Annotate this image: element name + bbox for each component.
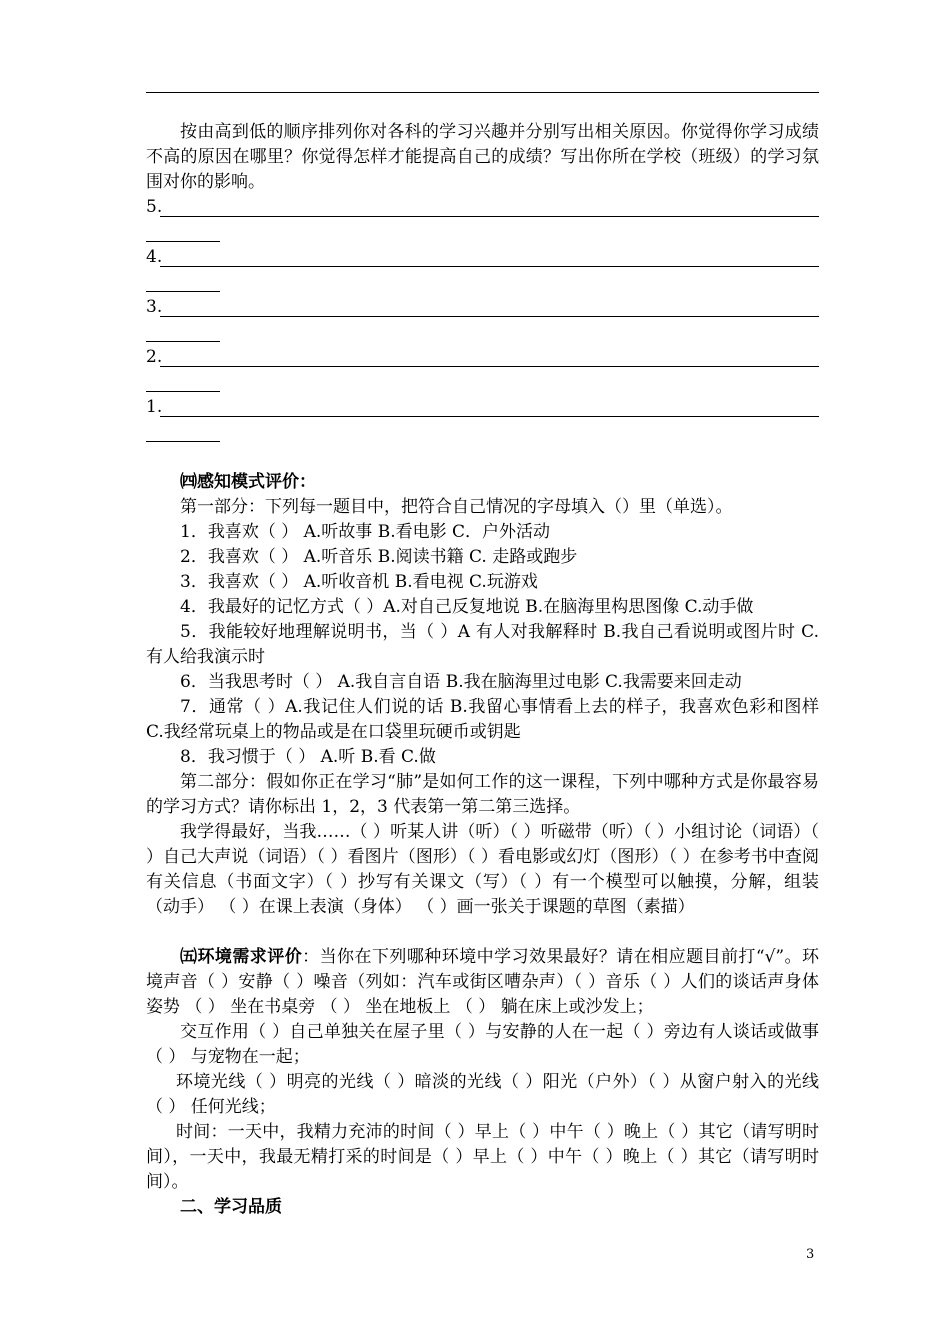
question-item: 6．当我思考时（ ） A.我自言自语 B.我在脑海里过电影 C.我需要来回走动 xyxy=(180,672,742,692)
answer-line-short xyxy=(146,241,220,242)
answer-blank-3[interactable] xyxy=(146,295,819,345)
spacer xyxy=(146,920,819,945)
answer-line xyxy=(160,216,819,217)
page-number: 3 xyxy=(806,1247,815,1262)
spacer xyxy=(146,445,819,470)
content xyxy=(146,120,819,1220)
top-rule xyxy=(146,92,819,93)
section5-heading: ㈤环境需求评价 xyxy=(180,947,303,967)
answer-blank-5[interactable] xyxy=(146,195,819,245)
question-item: 3．我喜欢（ ） A.听收音机 B.看电视 C.玩游戏 xyxy=(180,572,538,592)
question-item: 8．我习惯于（ ） A.听 B.看 C.做 xyxy=(180,747,436,767)
intro-paragraph: 按由高到低的顺序排列你对各科的学习兴趣并分别写出相关原因。你觉得你学习成绩不高的原因在哪里？你觉得怎样才能提高自己的成绩？写出你所在学校（班级）的学习氛围对你的影响。 xyxy=(146,122,819,192)
blank-number: 5. xyxy=(146,197,163,217)
answer-line xyxy=(160,366,819,367)
section5-paragraph xyxy=(146,945,819,1020)
blank-number: 4. xyxy=(146,247,163,267)
section4-part2-list: 我学得最好，当我……（ ）听某人讲（听）（ ）听磁带（听）（ ）小组讨论（词语）（ ）自己大声说（词语）（ ）看图片（图形）（ ）看电影或幻灯（图形）（ ）在参考书中查阅有关信息（书面文字）（ ）抄写有关课文（写）（ ）有一个模型可以触摸，分解，组装（动手） （ ）在课上表演（身体） （ ）画一张关于课题的草图（素描） xyxy=(146,822,819,917)
answer-blank-2[interactable] xyxy=(146,345,819,395)
section5-light: 环境光线（ ）明亮的光线（ ）暗淡的光线（ ）阳光（户外）（ ）从窗户射入的光线 （ ） 任何光线； xyxy=(146,1072,819,1117)
blank-number: 2. xyxy=(146,347,163,367)
answer-line-short xyxy=(146,391,220,392)
answer-line xyxy=(160,416,819,417)
question-item: 2．我喜欢（ ） A.听音乐 B.阅读书籍 C. 走路或跑步 xyxy=(180,547,578,567)
answer-line-short xyxy=(146,341,220,342)
question-item: 4．我最好的记忆方式（ ）A.对自己反复地说 B.在脑海里构思图像 C.动手做 xyxy=(180,597,754,617)
answer-line-short xyxy=(146,291,220,292)
section5-time: 时间：一天中，我精力充沛的时间（ ）早上（ ）中午（ ）晚上（ ）其它（请写明时间），一天中，我最无精打采的时间是（ ）早上（ ）中午（ ）晚上（ ）其它（请写明时间）。 xyxy=(146,1122,819,1192)
section4-heading: ㈣感知模式评价： xyxy=(180,472,316,492)
question-item: 5．我能较好地理解说明书，当（ ）A 有人对我解释时 B.我自己看说明或图片时 C.有人给我演示时 xyxy=(146,622,819,667)
blank-number: 3. xyxy=(146,297,163,317)
question-item: 1．我喜欢（ ） A.听故事 B.看电影 C．户外活动 xyxy=(180,522,551,542)
answer-blank-1[interactable] xyxy=(146,395,819,445)
section4-part1: 第一部分：下列每一题目中，把符合自己情况的字母填入（）里（单选）。 xyxy=(180,497,733,517)
section-two-heading: 二、学习品质 xyxy=(180,1197,282,1217)
section5-interaction: 交互作用（ ）自己单独关在屋子里（ ）与安静的人在一起（ ）旁边有人谈话或做事 （ ） 与宠物在一起； xyxy=(146,1022,819,1067)
blank-number: 1. xyxy=(146,397,163,417)
answer-blank-4[interactable] xyxy=(146,245,819,295)
section5-text: ：当你在下列哪种环境中学习效果最好？请在相应题目前打“√”。环境声音（ ）安静（ ）噪音（列如：汽车或街区嘈杂声）（ ）音乐（ ）人们的谈话声身体姿势 （ ） 坐在书桌旁 （ ） 坐在地板上 （ ） 躺在床上或沙发上； xyxy=(146,947,819,1017)
section4-part2: 第二部分：假如你正在学习“肺”是如何工作的这一课程，下列中哪种方式是你最容易的学习方式？请你标出 1，2，3 代表第一第二第三选择。 xyxy=(146,772,819,817)
question-item: 7．通常（ ）A.我记住人们说的话 B.我留心事情看上去的样子，我喜欢色彩和图样 C.我经常玩桌上的物品或是在口袋里玩硬币或钥匙 xyxy=(146,697,819,742)
answer-line xyxy=(160,316,819,317)
answer-line xyxy=(160,266,819,267)
answer-line-short xyxy=(146,441,220,442)
